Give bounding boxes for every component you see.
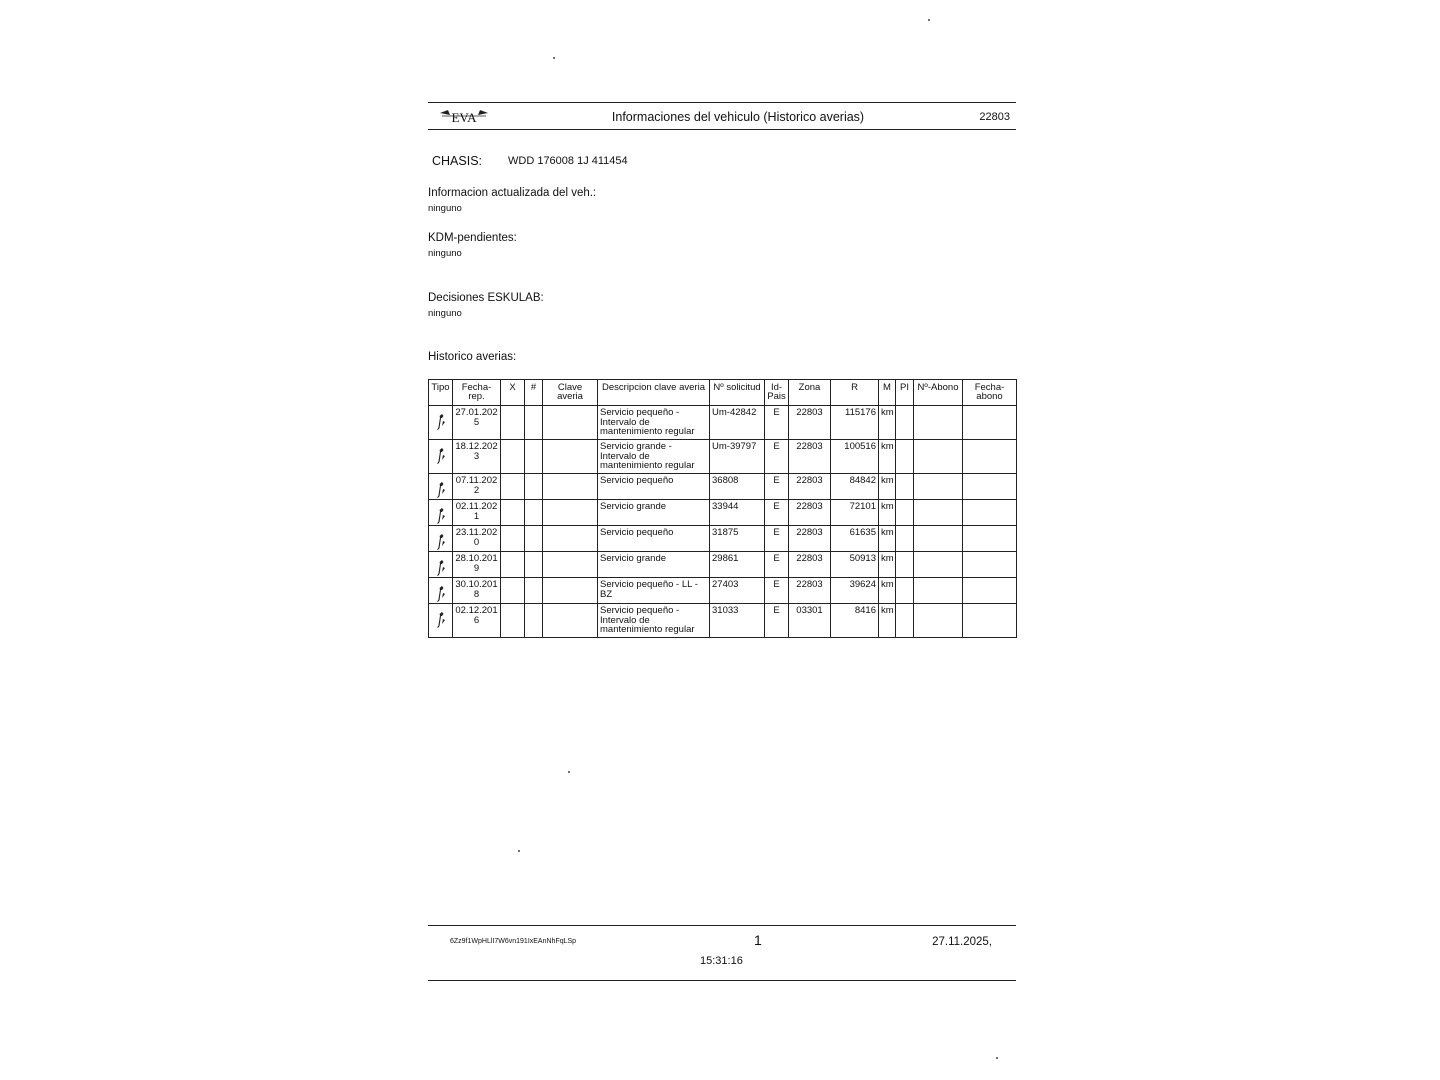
cell-zona: 22803 — [789, 474, 831, 500]
cell-solicitud: 36808 — [710, 474, 765, 500]
cell-r: 8416 — [831, 604, 879, 638]
cell-m: km — [879, 406, 896, 440]
cell-zona: 22803 — [789, 552, 831, 578]
cell-m: km — [879, 552, 896, 578]
cell-num — [525, 440, 543, 474]
col-header-clave: Clave averia — [543, 380, 598, 406]
cell-desc: Servicio grande - Intervalo de mantenimiento regular — [598, 440, 710, 474]
logo-text: EVA — [451, 110, 477, 125]
cell-clave — [543, 552, 598, 578]
cell-solicitud: 31875 — [710, 526, 765, 552]
cell-fecha-abono — [963, 578, 1017, 604]
wrench-icon — [436, 481, 446, 499]
footer-page-number: 1 — [754, 932, 762, 948]
col-header-descripcion: Descripcion clave averia — [598, 380, 710, 406]
cell-abono — [914, 406, 963, 440]
cell-m: km — [879, 526, 896, 552]
col-header-fecha: Fecha-rep. — [453, 380, 501, 406]
footer-time: 15:31:16 — [700, 955, 743, 967]
page-header — [428, 102, 1016, 130]
historico-table — [428, 379, 1017, 638]
cell-num — [525, 578, 543, 604]
cell-pi — [896, 406, 914, 440]
section-value-eskulab: ninguno — [428, 308, 462, 319]
cell-desc: Servicio pequeño — [598, 474, 710, 500]
cell-pais: E — [765, 526, 789, 552]
cell-zona: 03301 — [789, 604, 831, 638]
cell-m: km — [879, 440, 896, 474]
cell-fecha: 02.12.2016 — [453, 604, 501, 638]
cell-pais: E — [765, 578, 789, 604]
section-value-kdm: ninguno — [428, 248, 462, 259]
wrench-icon — [436, 559, 446, 577]
cell-solicitud: Um-42842 — [710, 406, 765, 440]
cell-fecha: 27.01.2025 — [453, 406, 501, 440]
table-row — [429, 500, 1017, 526]
cell-pi — [896, 552, 914, 578]
eva-logo-icon — [438, 107, 490, 125]
cell-clave — [543, 604, 598, 638]
cell-num — [525, 474, 543, 500]
cell-desc: Servicio grande — [598, 500, 710, 526]
cell-x — [501, 578, 525, 604]
header-title: Informaciones del vehiculo (Historico averias) — [611, 110, 865, 124]
cell-num — [525, 406, 543, 440]
cell-zona: 22803 — [789, 500, 831, 526]
col-header-solicitud: Nº solicitud — [710, 380, 765, 406]
cell-fecha: 18.12.2023 — [453, 440, 501, 474]
cell-num — [525, 604, 543, 638]
table-row — [429, 474, 1017, 500]
section-value-info: ninguno — [428, 203, 462, 214]
cell-pi — [896, 526, 914, 552]
col-header-abono: Nº-Abono — [914, 380, 963, 406]
cell-abono — [914, 578, 963, 604]
cell-r: 72101 — [831, 500, 879, 526]
cell-tipo — [429, 526, 453, 552]
cell-pi — [896, 440, 914, 474]
cell-pais: E — [765, 474, 789, 500]
cell-abono — [914, 526, 963, 552]
cell-x — [501, 474, 525, 500]
col-header-num: # — [525, 380, 543, 406]
cell-x — [501, 552, 525, 578]
cell-tipo — [429, 440, 453, 474]
cell-fecha: 07.11.2022 — [453, 474, 501, 500]
cell-abono — [914, 500, 963, 526]
cell-clave — [543, 406, 598, 440]
footer-date: 27.11.2025, — [932, 936, 992, 948]
cell-fecha-abono — [963, 440, 1017, 474]
cell-abono — [914, 552, 963, 578]
cell-abono — [914, 440, 963, 474]
cell-fecha: 28.10.2019 — [453, 552, 501, 578]
cell-abono — [914, 474, 963, 500]
footer-hash: 6Zz9f1WpHLlI7W6vn191IxEAnNhFqLSp — [450, 938, 577, 945]
cell-fecha-abono — [963, 552, 1017, 578]
col-header-zona: Zona — [789, 380, 831, 406]
cell-num — [525, 552, 543, 578]
cell-m: km — [879, 500, 896, 526]
cell-pais: E — [765, 440, 789, 474]
cell-pais: E — [765, 604, 789, 638]
cell-r: 61635 — [831, 526, 879, 552]
wrench-icon — [436, 533, 446, 551]
col-header-pi: PI — [896, 380, 914, 406]
cell-pais: E — [765, 500, 789, 526]
cell-pi — [896, 578, 914, 604]
table-row — [429, 604, 1017, 638]
cell-pais: E — [765, 406, 789, 440]
cell-clave — [543, 440, 598, 474]
page-footer — [428, 925, 1016, 981]
cell-clave — [543, 474, 598, 500]
cell-clave — [543, 526, 598, 552]
cell-fecha-abono — [963, 406, 1017, 440]
scan-speck — [996, 1057, 998, 1059]
table-header-row — [429, 380, 1017, 406]
table-row — [429, 406, 1017, 440]
cell-m: km — [879, 578, 896, 604]
wrench-icon — [436, 585, 446, 603]
cell-r: 84842 — [831, 474, 879, 500]
cell-solicitud: 31033 — [710, 604, 765, 638]
section-title-eskulab: Decisiones ESKULAB: — [428, 292, 544, 304]
cell-tipo — [429, 552, 453, 578]
wrench-icon — [436, 447, 446, 465]
cell-desc: Servicio grande — [598, 552, 710, 578]
cell-num — [525, 500, 543, 526]
cell-x — [501, 604, 525, 638]
scan-speck — [568, 771, 570, 773]
chasis-value: WDD 176008 1J 411454 — [508, 155, 628, 167]
chasis-label: CHASIS: — [432, 154, 483, 168]
cell-solicitud: 29861 — [710, 552, 765, 578]
cell-fecha: 23.11.2020 — [453, 526, 501, 552]
wrench-icon — [436, 507, 446, 525]
cell-fecha-abono — [963, 604, 1017, 638]
cell-tipo — [429, 474, 453, 500]
cell-desc: Servicio pequeño - Intervalo de mantenimiento regular — [598, 604, 710, 638]
cell-x — [501, 440, 525, 474]
cell-zona: 22803 — [789, 578, 831, 604]
cell-fecha: 02.11.2021 — [453, 500, 501, 526]
table-row — [429, 526, 1017, 552]
cell-tipo — [429, 604, 453, 638]
historico-title: Historico averias: — [428, 351, 517, 363]
cell-num — [525, 526, 543, 552]
cell-r: 50913 — [831, 552, 879, 578]
cell-pi — [896, 604, 914, 638]
cell-solicitud: Um-39797 — [710, 440, 765, 474]
cell-abono — [914, 604, 963, 638]
section-title-info: Informacion actualizada del veh.: — [428, 187, 597, 199]
col-header-tipo: Tipo — [429, 380, 453, 406]
scan-speck — [553, 57, 555, 59]
cell-fecha: 30.10.2018 — [453, 578, 501, 604]
cell-r: 115176 — [831, 406, 879, 440]
col-header-fecha-abono: Fecha-abono — [963, 380, 1017, 406]
cell-r: 100516 — [831, 440, 879, 474]
scan-speck — [518, 850, 520, 852]
cell-zona: 22803 — [789, 526, 831, 552]
cell-desc: Servicio pequeño - LL - BZ — [598, 578, 710, 604]
cell-solicitud: 33944 — [710, 500, 765, 526]
header-code: 22803 — [979, 111, 1010, 123]
col-header-m: M — [879, 380, 896, 406]
cell-desc: Servicio pequeño - Intervalo de mantenimiento regular — [598, 406, 710, 440]
cell-x — [501, 406, 525, 440]
cell-desc: Servicio pequeño — [598, 526, 710, 552]
table-row — [429, 578, 1017, 604]
cell-zona: 22803 — [789, 440, 831, 474]
cell-x — [501, 500, 525, 526]
cell-tipo — [429, 500, 453, 526]
cell-fecha-abono — [963, 526, 1017, 552]
col-header-pais: Id-Pais — [765, 380, 789, 406]
cell-m: km — [879, 474, 896, 500]
cell-fecha-abono — [963, 500, 1017, 526]
cell-x — [501, 526, 525, 552]
cell-pi — [896, 474, 914, 500]
table-row — [429, 552, 1017, 578]
table-row — [429, 440, 1017, 474]
cell-zona: 22803 — [789, 406, 831, 440]
scan-speck — [928, 19, 930, 21]
cell-clave — [543, 500, 598, 526]
col-header-r: R — [831, 380, 879, 406]
wrench-icon — [436, 611, 446, 629]
cell-fecha-abono — [963, 474, 1017, 500]
cell-m: km — [879, 604, 896, 638]
section-title-kdm: KDM-pendientes: — [428, 232, 517, 244]
cell-clave — [543, 578, 598, 604]
wrench-icon — [436, 413, 446, 431]
col-header-x: X — [501, 380, 525, 406]
cell-tipo — [429, 406, 453, 440]
cell-pi — [896, 500, 914, 526]
cell-r: 39624 — [831, 578, 879, 604]
cell-tipo — [429, 578, 453, 604]
cell-solicitud: 27403 — [710, 578, 765, 604]
cell-pais: E — [765, 552, 789, 578]
